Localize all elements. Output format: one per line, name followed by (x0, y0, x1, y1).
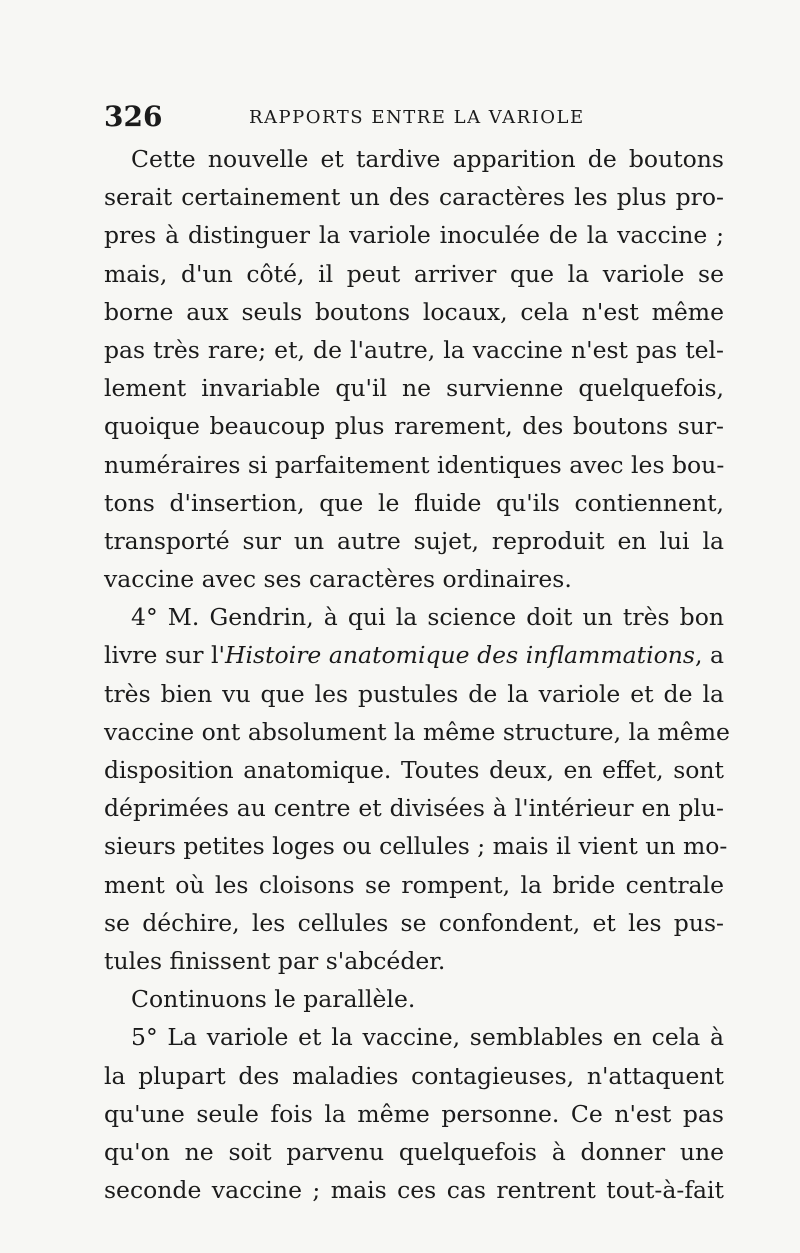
body-text (104, 140, 730, 1209)
text-line: qu'on ne soit parvenu quelquefois à donner une (104, 1137, 724, 1166)
text-line: pas très rare; et, de l'autre, la vaccine n'est pas tel- (104, 335, 724, 364)
text-line: serait certainement un des caractères les plus pro- (104, 183, 724, 212)
text-line: borne aux seuls boutons locaux, cela n'est même (104, 297, 724, 326)
text-line: qu'une seule fois la même personne. Ce n'est pas (104, 1099, 724, 1128)
text-line: sieurs petites loges ou cellules ; mais il vient un mo- (104, 832, 728, 861)
page-header (104, 100, 744, 134)
text-line: Continuons le parallèle. (131, 985, 416, 1014)
text-line: la plupart des maladies contagieuses, n'attaquent (104, 1061, 724, 1090)
running-title: RAPPORTS ENTRE LA VARIOLE (249, 107, 585, 128)
text-line: tules finissent par s'abcéder. (104, 946, 446, 975)
text-line: très bien vu que les pustules de la variole et de la (104, 679, 724, 708)
text-line: seconde vaccine ; mais ces cas rentrent tout-à-fait (104, 1176, 724, 1205)
text-line: numéraires si parfaitement identiques avec les bou- (104, 450, 725, 479)
text-line: ment où les cloisons se rompent, la bride centrale (104, 870, 724, 899)
text-line: pres à distinguer la variole inoculée de la vaccine ; (104, 221, 724, 250)
text-line: vaccine avec ses caractères ordinaires. (104, 565, 572, 594)
text-line: lement invariable qu'il ne survienne quelquefois, (104, 374, 724, 403)
text-line: livre sur l'Histoire anatomique des inflammations, a (104, 641, 724, 670)
text-line: transporté sur un autre sujet, reproduit en lui la (104, 526, 724, 555)
page-number: 326 (104, 100, 163, 133)
text-line: 5° La variole et la vaccine, semblables en cela à (131, 1023, 724, 1052)
text-line: mais, d'un côté, il peut arriver que la variole se (104, 259, 724, 288)
text-line: tons d'insertion, que le fluide qu'ils contiennent, (104, 488, 724, 517)
text-line: vaccine ont absolument la même structure, la même (104, 717, 730, 746)
text-line: disposition anatomique. Toutes deux, en effet, sont (104, 756, 724, 784)
book-title: Histoire anatomique des inflammations (225, 641, 695, 670)
text-line: se déchire, les cellules se confondent, et les pus- (104, 908, 724, 937)
text-line: Cette nouvelle et tardive apparition de boutons (131, 145, 724, 173)
text-line: déprimées au centre et divisées à l'intérieur en plu- (104, 794, 724, 823)
text-line: 4° M. Gendrin, à qui la science doit un très bon (131, 603, 724, 632)
text-line: quoique beaucoup plus rarement, des boutons sur- (104, 412, 724, 441)
